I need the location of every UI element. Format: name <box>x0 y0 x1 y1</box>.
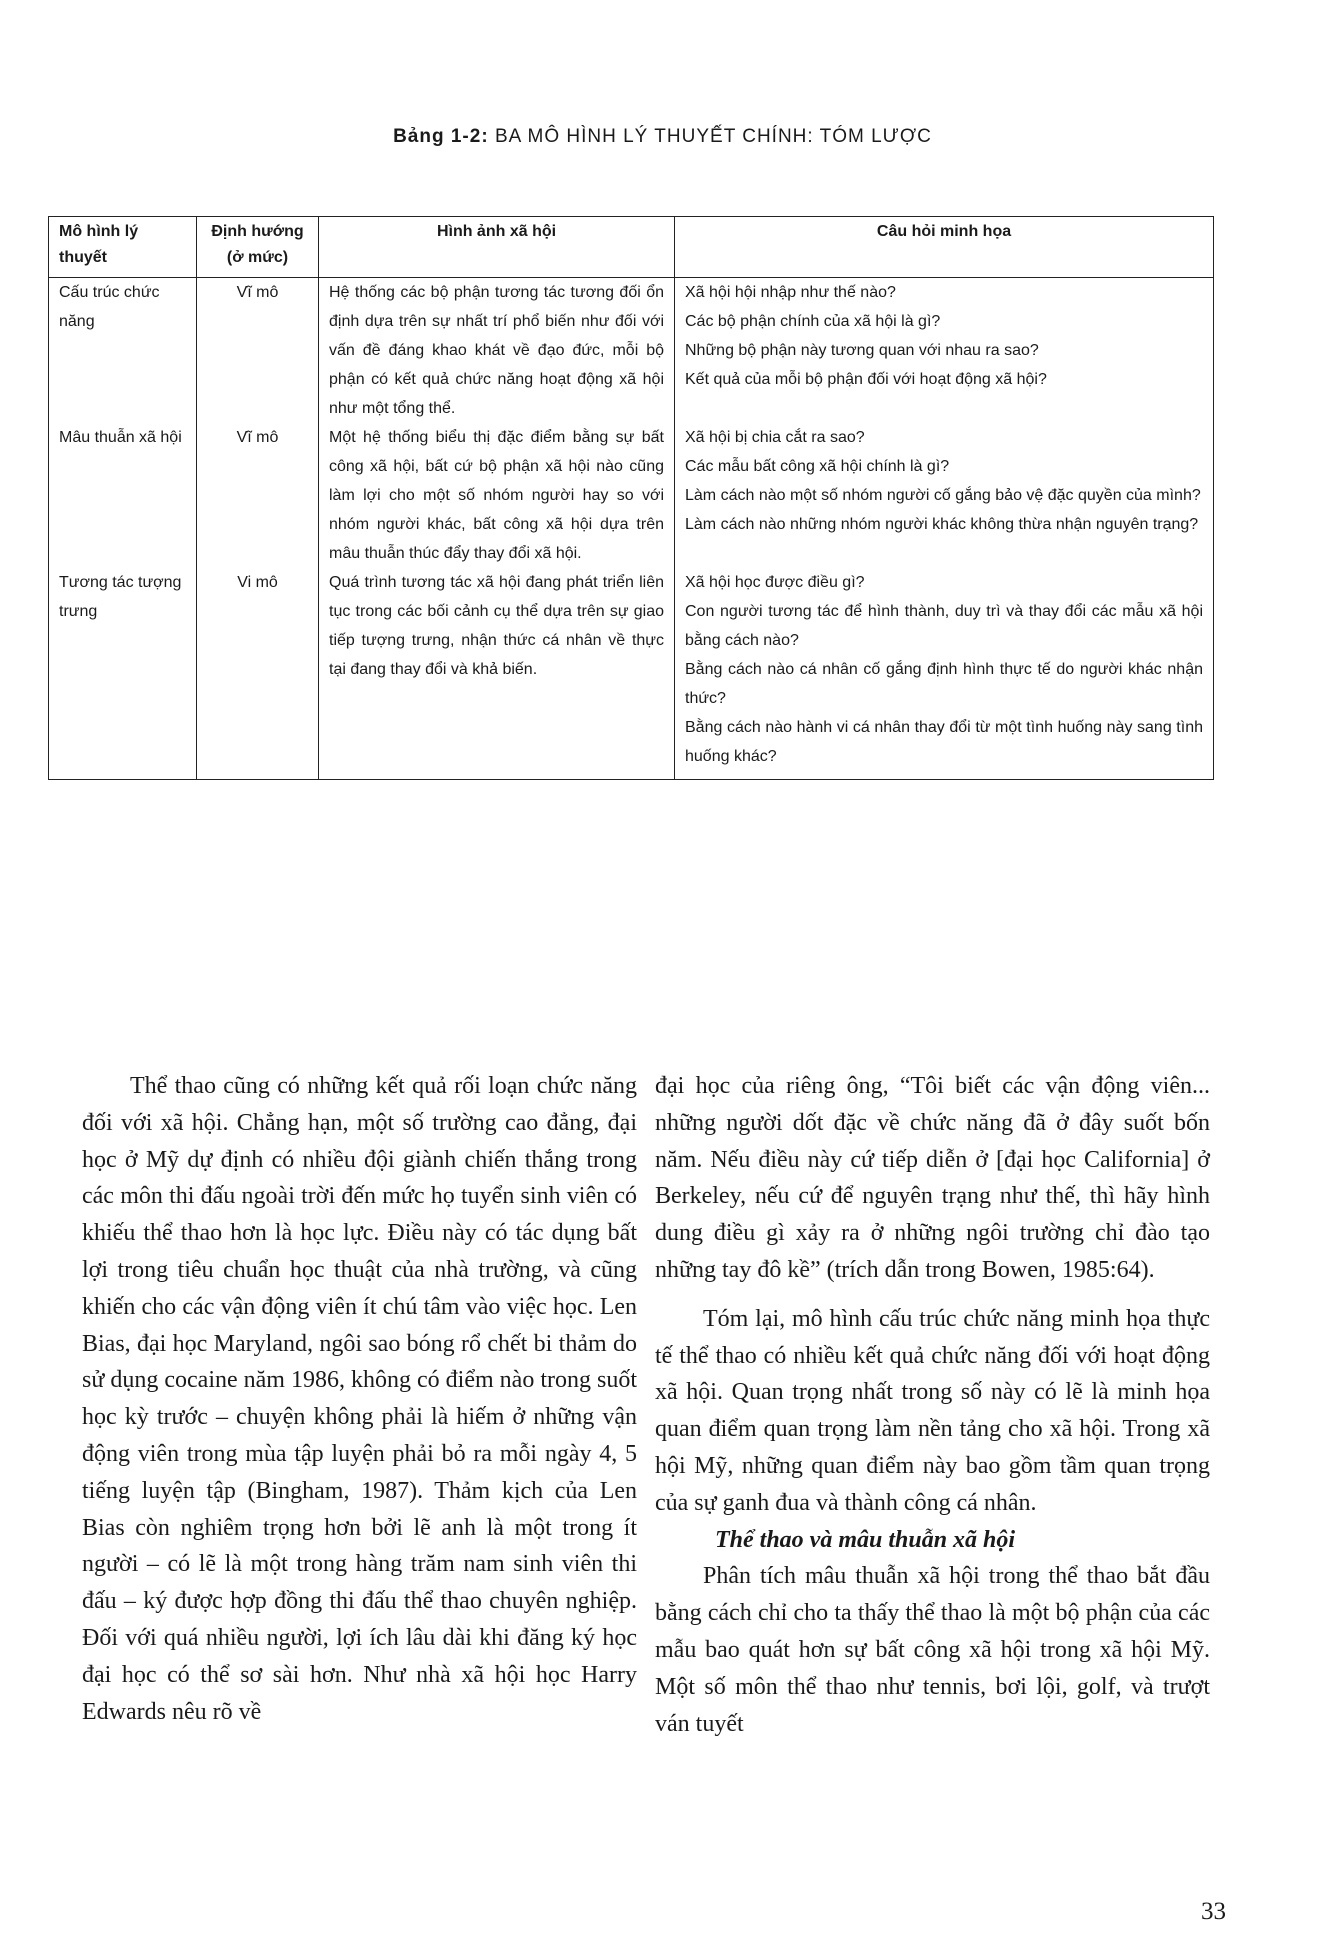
body-paragraph: Thể thao cũng có những kết quả rối loạn chức năng đối với xã hội. Chẳng hạn, một số trường cao đẳng, đại học ở Mỹ dự định có nhiều đội giành chiến thắng trong các môn thi đấu ngoài trời đến mức họ tuyển sinh viên có khiếu thể thao hơn là học lực. Điều này có tác dụng bất lợi trong tiêu chuẩn học thuật của nhà trường, và cũng khiến cho các vận động viên ít chú tâm vào việc học. Len Bias, đại học Maryland, ngôi sao bóng rổ chết bi thảm do sử dụng cocaine năm 1986, không có điểm nào trong suốt học kỳ trước – chuyện không phải là hiếm ở những vận động viên trong mùa tập luyện phải bỏ ra mỗi ngày 4, 5 tiếng luyện tập (Bingham, 1987). Thảm kịch của Len Bias còn nghiêm trọng hơn bởi lẽ anh là một trong ít người – có lẽ là một trong hàng trăm nam sinh viên thi đấu – ký được hợp đồng thi đấu thể thao chuyên nghiệp. Đối với quá nhiều người, lợi ích lâu dài khi đăng ký học đại học có thể sơ sài hơn. Như nhà xã hội học Harry Edwards nêu rõ về <box>82 1073 637 1725</box>
question-item: Xã hội bị chia cắt ra sao? <box>685 429 865 446</box>
question-item: Xã hội hội nhập như thế nào? <box>685 284 896 301</box>
question-item: Các bộ phận chính của xã hội là gì? <box>685 313 941 330</box>
header-model: Mô hình lý thuyết <box>49 217 197 278</box>
cell-image: Một hệ thống biểu thị đặc điểm bằng sự bất công xã hội, bất cứ bộ phận xã hội nào cũng làm lợi cho một số nhóm người hay so với nhóm người khác, bất công xã hội dựa trên mâu thuẫn thúc đẩy thay đổi xã hội. <box>319 423 675 568</box>
table-row <box>49 568 1214 780</box>
cell-orientation: Vĩ mô <box>197 423 319 568</box>
question-item: Những bộ phận này tương quan với nhau ra sao? <box>685 342 1039 359</box>
section-heading: Thể thao và mâu thuẫn xã hội <box>715 1526 1016 1553</box>
header-orientation: Định hướng (ở mức) <box>197 217 319 278</box>
cell-orientation: Vi mô <box>197 568 319 780</box>
cell-model: Tương tác tượng trưng <box>49 568 197 780</box>
cell-questions <box>675 278 1214 424</box>
body-paragraph: Tóm lại, mô hình cấu trúc chức năng minh họa thực tế thể thao có nhiều kết quả chức năng đối với hoạt động xã hội. Quan trọng nhất trong số này có lẽ là minh họa quan điểm quan trọng làm nền tảng cho xã hội. Trong xã hội Mỹ, những quan điểm này bao gồm tầm quan trọng của sự ganh đua và thành công cá nhân. <box>655 1305 1210 1516</box>
table-caption <box>0 126 1325 148</box>
body-paragraph: Phân tích mâu thuẫn xã hội trong thể thao bắt đầu bằng cách chỉ cho ta thấy thể thao là một bộ phận của các mẫu bao quát hơn sự bất công xã hội trong xã hội Mỹ. Một số môn thể thao như tennis, bơi lội, golf, và trượt ván tuyết <box>655 1563 1210 1737</box>
body-column-left <box>82 1068 637 1730</box>
cell-model: Mâu thuẫn xã hội <box>49 423 197 568</box>
body-paragraph: đại học của riêng ông, “Tôi biết các vận động viên... những người dốt đặc về chức năng đã ở đây suốt bốn năm. Nếu điều này cứ tiếp diễn ở [đại học California] ở Berkeley, nếu cứ để nguyên trạng như thế, thì hãy hình dung điều gì xảy ra ở những ngôi trường chỉ đào tạo những tay đô kề” (trích dẫn trong Bowen, 1985:64). <box>655 1073 1210 1283</box>
question-item: Con người tương tác để hình thành, duy trì và thay đổi các mẫu xã hội bằng cách nào? <box>685 603 1203 649</box>
header-image: Hình ảnh xã hội <box>319 217 675 278</box>
theory-summary-table <box>48 216 1214 780</box>
question-item: Bằng cách nào hành vi cá nhân thay đổi từ một tình huống này sang tình huống khác? <box>685 719 1203 765</box>
question-item: Làm cách nào một số nhóm người cố gắng bảo vệ đặc quyền của mình? <box>685 487 1201 504</box>
page-number: 33 <box>1201 1898 1226 1925</box>
cell-questions <box>675 423 1214 568</box>
cell-model: Cấu trúc chức năng <box>49 278 197 424</box>
cell-orientation: Vĩ mô <box>197 278 319 424</box>
table-header-row <box>49 217 1214 278</box>
table-caption-title: BA MÔ HÌNH LÝ THUYẾT CHÍNH: TÓM LƯỢC <box>494 126 932 147</box>
cell-image: Hệ thống các bộ phận tương tác tương đối ổn định dựa trên sự nhất trí phổ biến như đối với vấn đề đáng khao khát về đạo đức, mỗi bộ phận có kết quả chức năng hoạt động xã hội như một tổng thể. <box>319 278 675 424</box>
table-row <box>49 423 1214 568</box>
header-questions: Câu hỏi minh họa <box>675 217 1214 278</box>
table-caption-label: Bảng 1-2: <box>393 126 489 147</box>
question-item: Làm cách nào những nhóm người khác không thừa nhận nguyên trạng? <box>685 516 1199 533</box>
cell-questions <box>675 568 1214 780</box>
question-item: Bằng cách nào cá nhân cố gắng định hình thực tế do người khác nhận thức? <box>685 661 1203 707</box>
question-item: Xã hội học được điều gì? <box>685 574 865 591</box>
cell-image: Quá trình tương tác xã hội đang phát triển liên tục trong các bối cảnh cụ thể dựa trên sự giao tiếp tượng trưng, nhận thức cá nhân về thực tại đang thay đổi và khả biến. <box>319 568 675 780</box>
table-row <box>49 278 1214 424</box>
question-item: Kết quả của mỗi bộ phận đối với hoạt động xã hội? <box>685 371 1047 388</box>
body-column-right <box>655 1068 1210 1742</box>
question-item: Các mẫu bất công xã hội chính là gì? <box>685 458 950 475</box>
